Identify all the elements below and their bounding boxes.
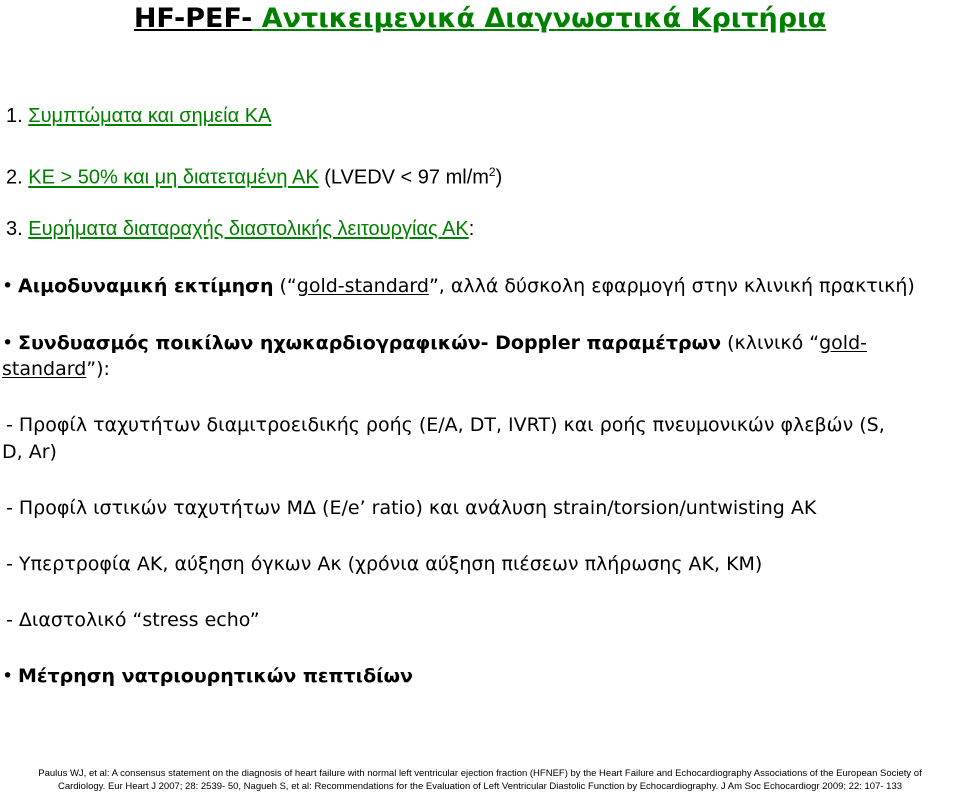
gold-standard-link: gold-standard <box>296 275 429 297</box>
criterion-number: 2. <box>6 166 23 189</box>
criterion-extra-close: : <box>468 218 475 240</box>
superscript: 2 <box>488 165 496 179</box>
criterion-2 <box>6 159 502 191</box>
bullet-close: ”): <box>86 358 110 380</box>
gold-standard-link-cont: standard <box>2 358 87 380</box>
criterion-1 <box>6 103 271 129</box>
bullet-open: (“ <box>273 275 297 297</box>
bullet-open: (κλινικό “ <box>721 332 820 354</box>
criterion-text: ΚΕ > 50% και μη διατεταμένη ΑΚ <box>28 166 319 189</box>
bullet-echo-doppler <box>2 330 867 356</box>
bullet-echo-doppler-cont <box>2 356 110 382</box>
reference-line-2: Cardiology. Eur Heart J 2007; 28: 2539- 50, Nagueh S, et al: Recommendations for the Evaluation of Left Ventricular Diastolic Function by Echocardiography. J Am Soc Echocardiogr 2009; 22: 107- 133 <box>57 781 903 792</box>
criterion-extra-close: ) <box>495 166 503 189</box>
gold-standard-link: gold- <box>819 332 868 354</box>
bullet-bold-text: Μέτρηση νατριουρητικών πεπτιδίων <box>18 665 413 687</box>
title-part-greek: Αντικειμενικά Διαγνωστικά Κριτήρια <box>252 3 827 34</box>
criterion-text: Συμπτώματα και σημεία ΚΑ <box>28 105 272 127</box>
criterion-3 <box>6 216 474 242</box>
criterion-number: 1. <box>6 105 23 127</box>
criterion-number: 3. <box>6 218 23 240</box>
bullet-hemodynamic <box>2 273 915 299</box>
sub-item-tissue-doppler: - Προφίλ ιστικών ταχυτήτων ΜΔ (E/e’ ratio) και ανάλυση strain/torsion/untwisting AK <box>6 497 817 519</box>
bullet-bold-text: Συνδυασμός ποικίλων ηχωκαρδιογραφικών- Doppler παραμέτρων <box>18 332 722 354</box>
sub-item-transmitral: - Προφίλ ταχυτήτων διαμιτροειδικής ροής (E/A, DT, IVRT) και ροής πνευμονικών φλεβών (S, <box>6 414 885 436</box>
bullet-dot: • <box>2 332 14 354</box>
sub-item-stress-echo: - Διαστολικό “stress echo” <box>6 609 260 631</box>
bullet-dot: • <box>2 665 14 687</box>
bullet-rest: ”, αλλά δύσκολη εφαρμογή στην κλινική πρακτική) <box>428 275 915 297</box>
bullet-natriuretic <box>2 663 413 689</box>
title-part-hfpef: HF-PEF- <box>133 3 253 34</box>
bullet-dot: • <box>2 275 14 297</box>
slide-title <box>0 3 960 35</box>
bullet-bold-text: Αιμοδυναμική εκτίμηση <box>18 275 274 297</box>
sub-item-transmitral-cont: D, Ar) <box>2 441 57 463</box>
sub-item-hypertrophy: - Υπερτροφία ΑΚ, αύξηση όγκων Ακ (χρόνια αύξηση πιέσεων πλήρωσης ΑΚ, ΚΜ) <box>6 553 763 575</box>
criterion-text: Ευρήματα διαταραχής διαστολικής λειτουργίας ΑΚ <box>28 218 469 240</box>
reference-line-1: Paulus WJ, et al: A consensus statement on the diagnosis of heart failure with normal left ventricular ejection fraction (HFNEF) by the Heart Failure and Echocardiography Associations of the European Society of <box>38 768 922 779</box>
criterion-extra: (LVEDV < 97 ml/m <box>318 166 489 189</box>
